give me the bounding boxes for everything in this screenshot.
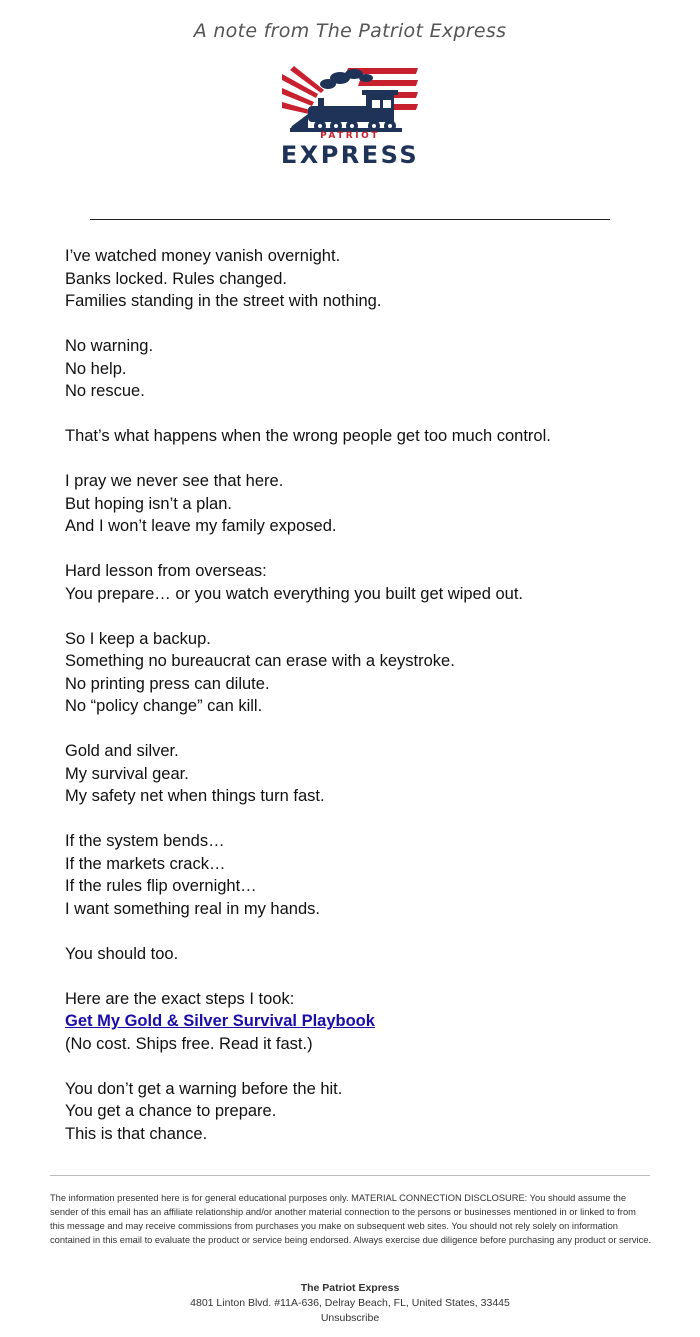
email-body: [65, 245, 665, 1168]
text-line: You prepare… or you watch everything you built get wiped out.: [65, 584, 524, 603]
text-line: Families standing in the street with nothing.: [65, 292, 382, 310]
paragraph: [65, 560, 665, 605]
text-line: No warning.: [65, 337, 154, 355]
text-line: You should too.: [65, 944, 179, 963]
text-line: You get a chance to prepare.: [65, 1102, 277, 1120]
playbook-link[interactable]: Get My Gold & Silver Survival Playbook: [65, 1012, 375, 1030]
cta-paragraph: [65, 988, 665, 1056]
paragraph: [65, 740, 665, 808]
email-header-title: A note from The Patriot Express: [193, 20, 507, 42]
cta-intro: Here are the exact steps I took:: [65, 989, 295, 1008]
footer-divider: [50, 1175, 650, 1176]
text-line: Banks locked. Rules changed.: [65, 269, 287, 288]
text-line: If the system bends…: [65, 832, 225, 850]
text-line: But hoping isn’t a plan.: [65, 494, 232, 513]
text-line: I’ve watched money vanish overnight.: [65, 247, 341, 265]
text-line: If the rules flip overnight…: [65, 877, 257, 895]
paragraph: [65, 628, 665, 718]
text-line: My survival gear.: [65, 764, 189, 783]
disclosure-text: The information presented here is for general educational purposes only. MATERIAL CONNECTION DISCLOSURE: You should assume the sender of this email has an affiliate relationship and/or another material connection to the persons or businesses mentioned in or linked to from this message and may receive commissions from purchases you make on subsequent web sites. You should not rely solely on information contained in this email to evaluate the product or service being endorsed. Always exercise due diligence before purchasing any product or service.: [50, 1193, 652, 1245]
header-divider: [90, 219, 610, 220]
text-line: This is that chance.: [65, 1124, 208, 1143]
text-line: And I won’t leave my family exposed.: [65, 517, 337, 535]
text-line: Gold and silver.: [65, 742, 179, 760]
unsubscribe-link[interactable]: Unsubscribe: [320, 1312, 380, 1324]
paragraph: [65, 830, 665, 920]
text-line: That’s what happens when the wrong people get too much control.: [65, 427, 551, 445]
text-line: So I keep a backup.: [65, 629, 211, 648]
text-line: I pray we never see that here.: [65, 472, 284, 490]
closing-paragraph: [65, 1078, 665, 1146]
text-line: If the markets crack…: [65, 854, 226, 873]
paragraph: [65, 943, 665, 966]
text-line: No help.: [65, 359, 127, 378]
footer-address: 4801 Linton Blvd. #11A-636, Delray Beach, FL, United States, 33445: [190, 1297, 510, 1309]
paragraph: [65, 425, 665, 448]
text-line: I want something real in my hands.: [65, 899, 320, 918]
text-line: My safety net when things turn fast.: [65, 787, 325, 805]
footer-unsubscribe: [0, 1312, 700, 1324]
text-line: No rescue.: [65, 382, 145, 400]
logo-wordmark-small: PATRIOT: [320, 131, 380, 141]
logo-wordmark-big: EXPRESS: [280, 141, 420, 169]
text-line: You don’t get a warning before the hit.: [65, 1079, 343, 1098]
text-line: No printing press can dilute.: [65, 674, 270, 693]
footer-company-name: The Patriot Express: [300, 1282, 400, 1294]
text-line: Something no bureaucrat can erase with a keystroke.: [65, 652, 455, 670]
paragraph: [65, 470, 665, 538]
text-line: No “policy change” can kill.: [65, 697, 263, 715]
paragraph: [65, 335, 665, 403]
paragraph: [65, 245, 665, 313]
text-line: Hard lesson from overseas:: [65, 562, 267, 580]
cta-note: (No cost. Ships free. Read it fast.): [65, 1034, 313, 1053]
